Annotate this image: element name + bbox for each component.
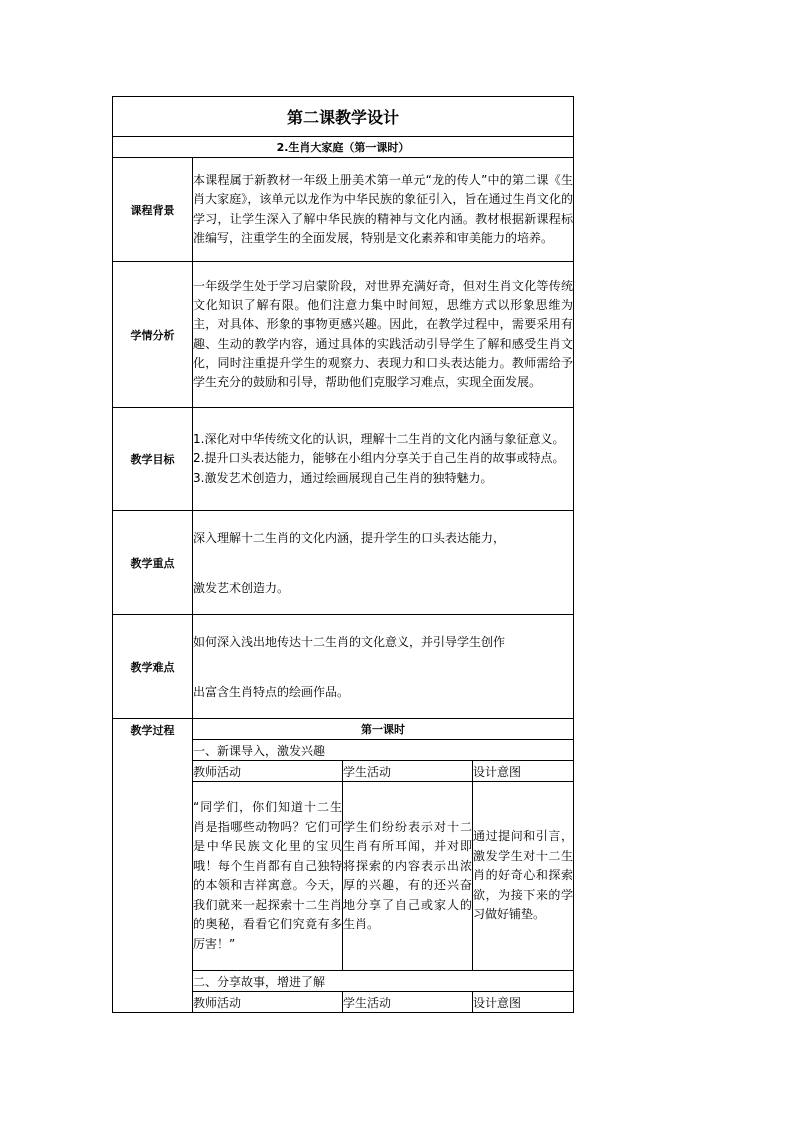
key-points-text — [193, 511, 574, 615]
page-title: 第二课教学设计 — [113, 97, 574, 137]
difficulties-line: 出富含生肖特点的绘画作品。 — [193, 684, 350, 699]
key-points-line: 激发艺术创造力。 — [193, 580, 290, 595]
column-header-intent: 设计意图 — [473, 992, 574, 1013]
column-header-intent: 设计意图 — [473, 761, 574, 782]
lesson-subtitle: 2.生肖大家庭（第一课时） — [113, 137, 574, 158]
column-header-student: 学生活动 — [343, 761, 473, 782]
difficulties-label: 教学难点 — [113, 615, 193, 719]
goal-item: 1.深化对中华传统文化的认识，理解十二生肖的文化内涵与象征意义。 — [193, 432, 565, 447]
lesson-plan-document — [112, 96, 573, 1013]
goals-list — [193, 408, 574, 511]
key-points-line: 深入理解十二生肖的文化内涵，提升学生的口头表达能力， — [193, 530, 506, 545]
goal-item: 2.提升口头表达能力，能够在小组内分享关于自己生肖的故事或特点。 — [193, 451, 565, 466]
process-label: 教学过程 — [113, 719, 193, 1013]
analysis-text: 一年级学生处于学习启蒙阶段，对世界充满好奇，但对生肖文化等传统文化知识了解有限。他们注意力集中时间短，思维方式以形象思维为主，对具体、形象的事物更感兴趣。因此，在教学过程中，需要采用有趣、生动的教学内容，通过具体的实践活动引导学生了解和感受生肖文化，同时注重提升学生的观察力、表现力和口头表达能力。教师需给予学生充分的鼓励和引导，帮助他们克服学习难点，实现全面发展。 — [193, 262, 574, 408]
column-header-student: 学生活动 — [343, 992, 473, 1013]
difficulties-line: 如何深入浅出地传达十二生肖的文化意义，并引导学生创作 — [193, 634, 506, 649]
background-text: 本课程属于新教材一年级上册美术第一单元“龙的传人”中的第二课《生肖大家庭》，该单元以龙作为中华民族的象征引入，旨在通过生肖文化的学习，让学生深入了解中华民族的精神与文化内涵。教材根据新课程标准编写，注重学生的全面发展，特别是文化素养和审美能力的培养。 — [193, 158, 574, 262]
design-intent-text: 通过提问和引言，激发学生对十二生肖的好奇心和探索欲，为接下来的学习做好铺垫。 — [473, 782, 574, 971]
background-label: 课程背景 — [113, 158, 193, 262]
key-points-label: 教学重点 — [113, 511, 193, 615]
goal-item: 3.激发艺术创造力，通过绘画展现自己生肖的独特魅力。 — [193, 470, 493, 485]
difficulties-text — [193, 615, 574, 719]
section-heading-stories: 二、分享故事，增进了解 — [193, 971, 574, 992]
student-activity-text: 学生们纷纷表示对十二生肖有所耳闻，并对即将探索的内容表示出浓厚的兴趣，有的还兴奋地分享了自己或家人的生肖。 — [343, 782, 473, 971]
section-heading-intro: 一、新课导入，激发兴趣 — [193, 740, 574, 761]
goals-label: 教学目标 — [113, 408, 193, 511]
analysis-label: 学情分析 — [113, 262, 193, 408]
teacher-activity-text: “同学们，你们知道十二生肖是指哪些动物吗？它们可是中华民族文化里的宝贝哦！每个生肖都有自己独特的本领和吉祥寓意。今天，我们就来一起探索十二生肖的奥秘，看看它们究竟有多厉害！” — [193, 782, 343, 971]
column-header-teacher: 教师活动 — [193, 992, 343, 1013]
column-header-teacher: 教师活动 — [193, 761, 343, 782]
lesson-plan-table — [112, 96, 574, 1013]
lesson-heading: 第一课时 — [193, 719, 574, 740]
